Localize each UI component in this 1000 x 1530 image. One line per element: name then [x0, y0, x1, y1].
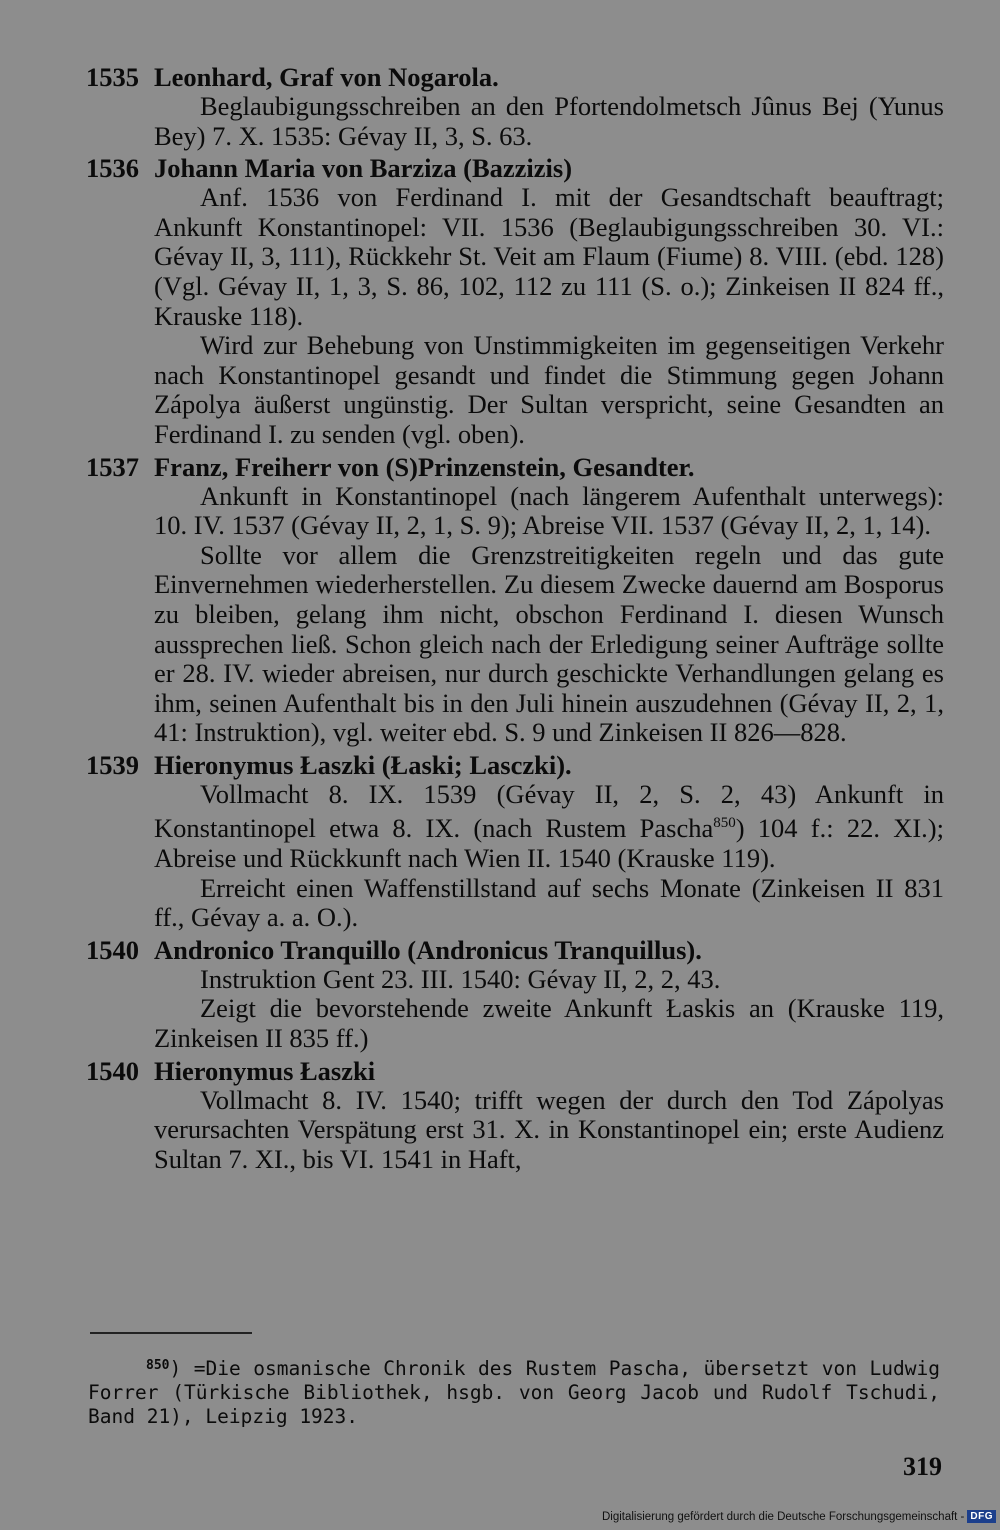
- footnote-divider: [90, 1332, 252, 1334]
- entry-paragraph: Beglaubigungsschreiben an den Pfortendolmetsch Jûnus Bej (Yunus Bey) 7. X. 1535: Gévay II, 3, S. 63.: [154, 91, 944, 151]
- entry-body: [154, 965, 944, 1054]
- entry-paragraph: Anf. 1536 von Ferdinand I. mit der Gesandtschaft beauftragt; Ankunft Konstantinopel: VII. 1536 (Beglaubigungsschreiben 30. VI.: Gévay II, 3, 111), Rückkehr St. Veit am Flaum (Fiume) 8. VIII. (ebd. 128) (Vgl. Gévay II, 1, 3, S. 86, 102, 112 zu 111 (S. o.); Zinkeisen II 824 ff., Krauske 118).: [154, 182, 944, 331]
- entry-body: [154, 780, 944, 933]
- entry-name: Leonhard, Graf von Nogarola.: [154, 62, 499, 92]
- entry-year: 1536: [86, 153, 139, 184]
- paragraph-text: ) 104 f.: 22. XI.); Abreise und Rückkunft nach Wien II. 1540 (Krauske 119).: [154, 813, 944, 874]
- entry-paragraph: Vollmacht 8. IV. 1540; trifft wegen der durch den Tod Zápolyas verursachten Verspätung erst 31. X. in Konstantinopel ein; erste Audienz Sultan 7. XI., bis VI. 1541 in Haft,: [154, 1084, 944, 1174]
- entry-heading: [86, 935, 944, 965]
- page-content: [86, 62, 944, 1176]
- entry-body: [154, 183, 944, 449]
- paragraph-text: Vollmacht 8. IX. 1539 (Gévay II, 2, S. 2, 43) Ankunft in Konstantinopel etwa 8. IX. (nach Rustem Pascha: [154, 778, 944, 844]
- entry-paragraph: Zeigt die bevorstehende zweite Ankunft Łaskis an (Krauske 119, Zinkeisen II 835 ff.): [154, 993, 944, 1054]
- entry-1537: [86, 452, 944, 748]
- entry-year: 1539: [86, 749, 139, 780]
- footnote: [88, 1354, 940, 1429]
- page-number: 319: [903, 1452, 942, 1481]
- entry-heading: [86, 153, 944, 183]
- entry-body: [154, 1086, 944, 1175]
- entry-1540-andronico: [86, 935, 944, 1054]
- entry-1540-laszki: [86, 1056, 944, 1175]
- footnote-marker: 850: [146, 1358, 170, 1373]
- entry-name: Franz, Freiherr von (S)Prinzenstein, Gesandter.: [154, 451, 695, 482]
- entry-year: 1535: [86, 62, 139, 92]
- digitization-credit: [602, 1510, 996, 1523]
- footnote-reference: 850: [713, 815, 736, 832]
- entry-1535: [86, 62, 944, 151]
- entry-year: 1537: [86, 451, 139, 482]
- entry-heading: [86, 1056, 944, 1086]
- dfg-logo-icon: DFG: [967, 1510, 996, 1523]
- entry-year: 1540: [86, 934, 139, 965]
- entry-heading: [86, 62, 944, 92]
- credit-text: Digitalisierung gefördert durch die Deutsche Forschungsgemeinschaft -: [601, 1510, 965, 1523]
- entry-body: [154, 482, 944, 748]
- entry-heading: [86, 452, 944, 482]
- footnote-text: ) =Die osmanische Chronik des Rustem Pascha, übersetzt von Ludwig Forrer (Türkische Bibliothek, hsgb. von Georg Jacob und Rudolf Tschudi, Band 21), Leipzig 1923.: [88, 1357, 940, 1428]
- entry-paragraph: Instruktion Gent 23. III. 1540: Gévay II, 2, 2, 43.: [200, 963, 721, 994]
- entry-name: Hieronymus Łaszki (Łaski; Lasczki).: [154, 749, 572, 780]
- entry-paragraph: [154, 780, 944, 874]
- entry-1536: [86, 153, 944, 449]
- entry-name: Andronico Tranquillo (Andronicus Tranquillus).: [154, 934, 702, 965]
- entry-name: Hieronymus Łaszki: [154, 1055, 376, 1086]
- entry-paragraph: Erreicht einen Waffenstillstand auf sechs Monate (Zinkeisen II 831 ff., Gévay a. a. O.).: [154, 872, 944, 933]
- entry-name: Johann Maria von Barziza (Bazzizis): [154, 153, 573, 184]
- entry-paragraph: Wird zur Behebung von Unstimmigkeiten im gegenseitigen Verkehr nach Konstantinopel gesandt und findet die Stimmung gegen Johann Zápolya äußerst ungünstig. Der Sultan verspricht, seine Gesandten an Ferdinand I. zu senden (vgl. oben).: [154, 330, 944, 449]
- entry-year: 1540: [86, 1055, 139, 1086]
- entry-body: [154, 92, 944, 151]
- entry-paragraph: Ankunft in Konstantinopel (nach längerem Aufenthalt unterwegs): 10. IV. 1537 (Gévay II, 2, 1, S. 9); Abreise VII. 1537 (Gévay II, 2, 1, 14).: [154, 480, 944, 541]
- entry-paragraph: Sollte vor allem die Grenzstreitigkeiten regeln und das gute Einvernehmen wiederherstellen. Zu diesem Zwecke dauernd am Bosporus zu bleiben, gelang ihm nicht, obschon Ferdinand I. diesen Wunsch aussprechen ließ. Schon gleich nach der Erledigung seiner Aufträge sollte er 28. IV. wieder abreisen, nur durch geschickte Verhandlungen gelang es ihm, seinen Aufenthalt bis in den Juli hinein auszudehnen (Gévay II, 2, 1, 41: Instruktion), vgl. weiter ebd. S. 9 und Zinkeisen II 826—828.: [154, 539, 944, 748]
- entry-1539: [86, 750, 944, 933]
- entry-heading: [86, 750, 944, 780]
